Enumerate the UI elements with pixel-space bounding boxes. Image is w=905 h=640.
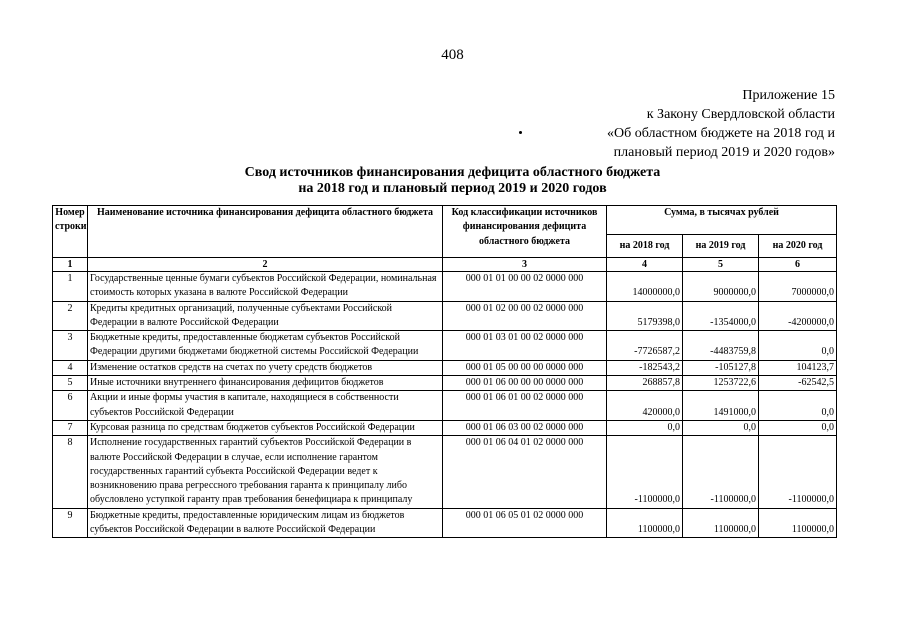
source-name: Исполнение государственных гарантий субъектов Российской Федерации в валюте Российской Федерации в случае, если исполнение гарантом государственных гарантий субъекта Российской Федерации ведет к возникновению права регрессного требования гаранта к принципалу либо обусловлено уступкой гаранту прав требования бенефициара к принципалу: [88, 436, 443, 508]
column-number: 6: [759, 258, 837, 272]
amount-2018: 420000,0: [607, 391, 683, 421]
amount-2019: 1100000,0: [683, 508, 759, 538]
column-number: 2: [88, 258, 443, 272]
column-number: 3: [443, 258, 607, 272]
amount-2018: 268857,8: [607, 376, 683, 391]
page-number: 408: [441, 47, 464, 63]
source-name: Бюджетные кредиты, предоставленные бюджетам субъектов Российской Федерации другими бюджетами бюджетной системы Российской Федерации: [88, 331, 443, 361]
table-row: [53, 436, 837, 508]
amount-2019: -4483759,8: [683, 331, 759, 361]
amount-2018: 0,0: [607, 420, 683, 435]
amount-2019: 1253722,6: [683, 376, 759, 391]
amount-2020: -4200000,0: [759, 301, 837, 331]
amount-2018: 1100000,0: [607, 508, 683, 538]
table-row: [53, 391, 837, 421]
classification-code: 000 01 01 00 00 02 0000 000: [443, 272, 607, 302]
header-year-2020: на 2020 год: [759, 235, 837, 258]
table-row: [53, 420, 837, 435]
amount-2019: -1100000,0: [683, 436, 759, 508]
classification-code: 000 01 02 00 00 02 0000 000: [443, 301, 607, 331]
classification-code: 000 01 06 03 00 02 0000 000: [443, 420, 607, 435]
column-number: 4: [607, 258, 683, 272]
document-title: [0, 165, 905, 197]
appendix-line: к Закону Свердловской области: [646, 107, 835, 122]
classification-code: 000 01 05 00 00 00 0000 000: [443, 360, 607, 375]
row-number: 1: [53, 272, 88, 302]
header-row-number: Номер строки: [53, 206, 88, 258]
title-line: на 2018 год и плановый период 2019 и 2020 годов: [298, 181, 607, 196]
header-source-name: Наименование источника финансирования дефицита областного бюджета: [88, 206, 443, 258]
row-number: 4: [53, 360, 88, 375]
table-row: [53, 376, 837, 391]
classification-code: 000 01 06 01 00 02 0000 000: [443, 391, 607, 421]
amount-2020: 0,0: [759, 391, 837, 421]
amount-2020: 104123,7: [759, 360, 837, 375]
amount-2018: -182543,2: [607, 360, 683, 375]
row-number: 6: [53, 391, 88, 421]
table-row: [53, 508, 837, 538]
appendix-line: Приложение 15: [742, 88, 835, 103]
amount-2018: -7726587,2: [607, 331, 683, 361]
row-number: 3: [53, 331, 88, 361]
amount-2020: -1100000,0: [759, 436, 837, 508]
source-name: Изменение остатков средств на счетах по учету средств бюджетов: [88, 360, 443, 375]
header-year-2018: на 2018 год: [607, 235, 683, 258]
amount-2018: 14000000,0: [607, 272, 683, 302]
header-year-2019: на 2019 год: [683, 235, 759, 258]
column-number: 1: [53, 258, 88, 272]
appendix-line: «Об областном бюджете на 2018 год и: [607, 126, 835, 141]
amount-2020: -62542,5: [759, 376, 837, 391]
table-row: [53, 301, 837, 331]
amount-2019: 9000000,0: [683, 272, 759, 302]
row-number: 2: [53, 301, 88, 331]
source-name: Бюджетные кредиты, предоставленные юридическим лицам из бюджетов субъектов Российской Федерации в валюте Российской Федерации: [88, 508, 443, 538]
amount-2020: 1100000,0: [759, 508, 837, 538]
table-row: [53, 272, 837, 302]
source-name: Акции и иные формы участия в капитале, находящиеся в собственности субъектов Российской Федерации: [88, 391, 443, 421]
amount-2020: 0,0: [759, 420, 837, 435]
appendix-block: [607, 86, 835, 162]
budget-table: [52, 205, 837, 538]
amount-2019: -105127,8: [683, 360, 759, 375]
title-line: Свод источников финансирования дефицита областного бюджета: [244, 165, 661, 180]
table-row: [53, 360, 837, 375]
table-row: [53, 331, 837, 361]
row-number: 7: [53, 420, 88, 435]
amount-2020: 0,0: [759, 331, 837, 361]
amount-2018: -1100000,0: [607, 436, 683, 508]
source-name: Иные источники внутреннего финансирования дефицитов бюджетов: [88, 376, 443, 391]
source-name: Курсовая разница по средствам бюджетов субъектов Российской Федерации: [88, 420, 443, 435]
row-number: 9: [53, 508, 88, 538]
classification-code: 000 01 03 01 00 02 0000 000: [443, 331, 607, 361]
row-number: 5: [53, 376, 88, 391]
stray-dot: [519, 131, 522, 134]
row-number: 8: [53, 436, 88, 508]
amount-2018: 5179398,0: [607, 301, 683, 331]
classification-code: 000 01 06 05 01 02 0000 000: [443, 508, 607, 538]
amount-2020: 7000000,0: [759, 272, 837, 302]
column-number: 5: [683, 258, 759, 272]
appendix-line: плановый период 2019 и 2020 годов»: [613, 145, 835, 160]
source-name: Кредиты кредитных организаций, полученные субъектами Российской Федерации в валюте Российской Федерации: [88, 301, 443, 331]
header-sum: Сумма, в тысячах рублей: [607, 206, 837, 235]
classification-code: 000 01 06 04 01 02 0000 000: [443, 436, 607, 508]
amount-2019: -1354000,0: [683, 301, 759, 331]
amount-2019: 0,0: [683, 420, 759, 435]
amount-2019: 1491000,0: [683, 391, 759, 421]
header-classification-code: Код классификации источников финансирования дефицита областного бюджета: [443, 206, 607, 258]
source-name: Государственные ценные бумаги субъектов Российской Федерации, номинальная стоимость которых указана в валюте Российской Федерации: [88, 272, 443, 302]
classification-code: 000 01 06 00 00 00 0000 000: [443, 376, 607, 391]
